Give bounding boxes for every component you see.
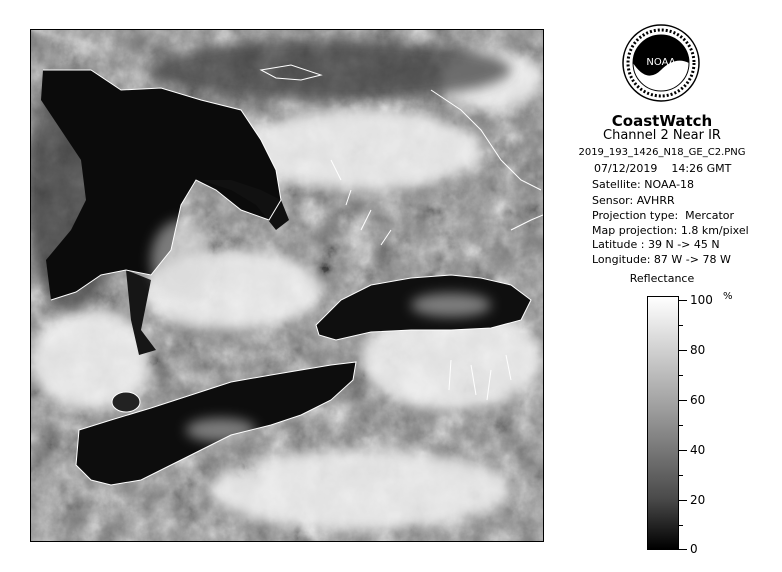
colorbar-label: Reflectance [629,272,695,285]
projection-type: Projection type: Mercator [592,209,735,222]
acquisition-datetime: 07/12/2019 14:26 GMT [594,162,732,175]
sensor-info: Sensor: AVHRR [592,194,675,207]
colorbar-tick [679,300,687,301]
colorbar-tick [679,500,687,501]
colorbar-tick [679,350,687,351]
channel-label: Channel 2 Near IR [603,128,721,143]
satellite-info: Satellite: NOAA-18 [592,178,695,191]
longitude-range: Longitude: 87 W -> 78 W [592,253,731,266]
product-title: CoastWatch [611,112,713,130]
satellite-map [30,29,544,542]
latitude-range: Latitude : 39 N -> 45 N [592,238,720,251]
colorbar-unit: % [723,291,733,302]
logo-text: NOAA [646,57,676,68]
colorbar-minor-tick [679,425,683,426]
colorbar-minor-tick [679,375,683,376]
colorbar-minor-tick [679,525,683,526]
colorbar-minor-tick [679,475,683,476]
file-name: 2019_193_1426_N18_GE_C2.PNG [578,147,746,158]
colorbar-tick-label: 0 [690,542,698,556]
colorbar-tick-label: 40 [690,443,706,457]
colorbar-tick-label: 60 [690,393,706,407]
colorbar [647,296,679,550]
colorbar-tick-label: 100 [690,293,713,307]
noaa-logo [621,18,701,108]
colorbar-tick-label: 20 [690,493,706,507]
map-projection: Map projection: 1.8 km/pixel [592,224,749,237]
noaa-seal-icon [621,18,701,108]
colorbar-tick [679,450,687,451]
colorbar-tick [679,549,687,550]
colorbar-tick [679,400,687,401]
colorbar-tick-label: 80 [690,343,706,357]
satellite-image [31,30,543,541]
colorbar-minor-tick [679,325,683,326]
